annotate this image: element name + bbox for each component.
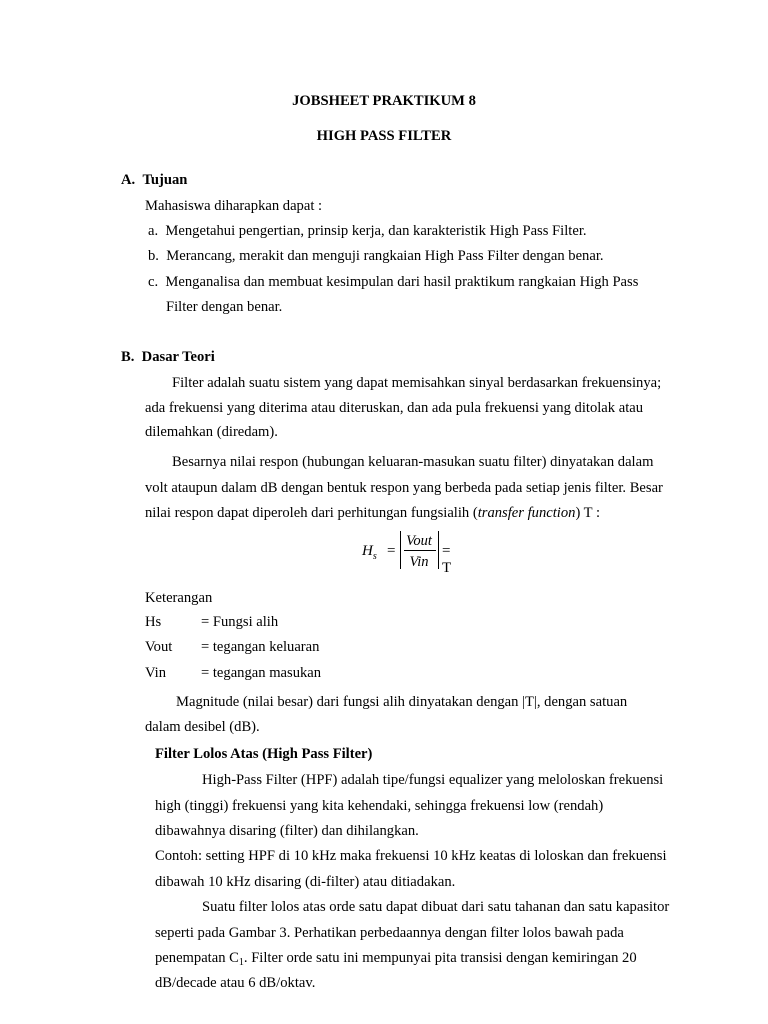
formula-denominator: Vin [409, 554, 429, 570]
definition-symbol: Hs [145, 614, 162, 630]
paragraph-line: Besarnya nilai respon (hubungan keluaran-masukan suatu filter) dinyatakan dalam [172, 455, 654, 470]
abs-bar-left [400, 531, 401, 569]
paragraph-line: dB/decade atau 6 dB/oktav. [155, 975, 316, 991]
page-title: JOBSHEET PRAKTIKUM 8 [292, 93, 476, 109]
definition-symbol: Vout [145, 639, 173, 655]
section-b-heading: B. Dasar Teori [121, 349, 215, 365]
paragraph-line: penempatan $C_1$. Filter orde satu ini mempunyai pita transisi dengan kemiringan 20 [155, 950, 637, 968]
paragraph-line: high (tinggi) frekuensi yang kita kehendaki, sehingga frekuensi low (rendah) [155, 799, 604, 814]
paragraph-line: nilai respon dapat diperoleh dari perhitungan fungsialih (transfer function) T : [145, 505, 601, 521]
keterangan-label: Keterangan [145, 590, 213, 606]
paragraph-line: High-Pass Filter (HPF) adalah tipe/fungsi equalizer yang meloloskan frekuensi [202, 773, 664, 788]
fraction-line [404, 550, 436, 551]
hpf-subheading: Filter Lolos Atas (High Pass Filter) [155, 746, 373, 762]
abs-bar-right [438, 531, 439, 569]
paragraph-line: dalam desibel (dB). [145, 719, 260, 735]
definition-text: = Fungsi alih [201, 614, 279, 630]
definition-symbol: Vin [145, 665, 167, 681]
objective-item-a: a. Mengetahui pengertian, prinsip kerja, dan karakteristik High Pass Filter. [148, 223, 587, 239]
definition-text: = tegangan keluaran [201, 639, 320, 655]
formula-lhs: $H_s$ [362, 543, 377, 562]
section-a-heading: A. Tujuan [121, 172, 188, 188]
formula-numerator: Vout [406, 533, 432, 549]
paragraph-line: volt ataupun dalam dB dengan bentuk respon yang berbeda pada setiap jenis filter. Besar [145, 481, 663, 496]
objective-item-c-continued: Filter dengan benar. [166, 299, 283, 315]
page-subtitle: HIGH PASS FILTER [316, 128, 452, 144]
paragraph-line: Suatu filter lolos atas orde satu dapat dibuat dari satu tahanan dan satu kapasitor [202, 900, 670, 915]
paragraph-line: Magnitude (nilai besar) dari fungsi alih dinyatakan dengan |T|, dengan satuan [176, 695, 628, 710]
paragraph-line: Filter adalah suatu sistem yang dapat memisahkan sinyal berdasarkan frekuensinya; [172, 376, 662, 391]
section-a-intro: Mahasiswa diharapkan dapat : [145, 198, 323, 214]
paragraph-line: dilemahkan (diredam). [145, 424, 278, 440]
paragraph-line: Contoh: setting HPF di 10 kHz maka frekuensi 10 kHz keatas di loloskan dan frekuensi [155, 849, 667, 864]
definition-text: = tegangan masukan [201, 665, 322, 681]
formula-equals: = [387, 543, 396, 559]
paragraph-line: seperti pada Gambar 3. Perhatikan perbedaannya dengan filter lolos bawah pada [155, 926, 624, 941]
paragraph-line: dibawah 10 kHz disaring (di-filter) atau ditiadakan. [155, 874, 456, 890]
objective-item-c: c. Menganalisa dan membuat kesimpulan dari hasil praktikum rangkaian High Pass [148, 275, 639, 290]
paragraph-line: ada frekuensi yang diterima atau diteruskan, dan ada pula frekuensi yang ditolak atau [145, 401, 644, 416]
formula-rhs: = T [442, 543, 452, 576]
objective-item-b: b. Merancang, merakit dan menguji rangkaian High Pass Filter dengan benar. [148, 248, 604, 264]
paragraph-line: dibawahnya disaring (filter) dan dihilangkan. [155, 823, 419, 839]
